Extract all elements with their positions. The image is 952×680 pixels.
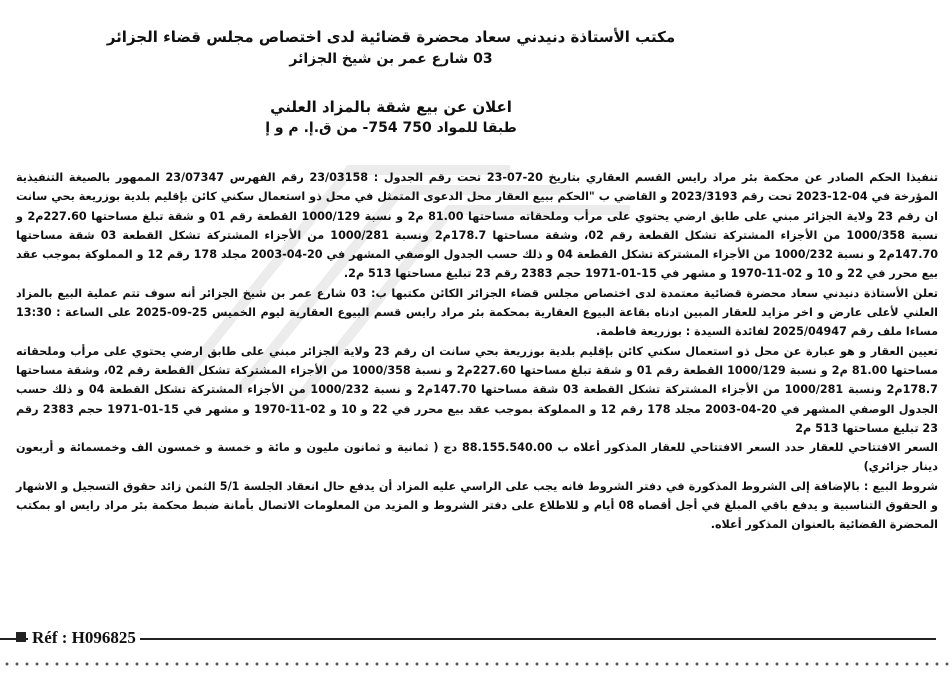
office-name: مكتب الأستاذة دنيدني سعاد محضرة قضائية لدى اختصاص مجلس قضاء الجزائر xyxy=(106,28,676,46)
paragraph-auction-notice: تعلن الأستاذة دنيدني سعاد محضرة قضائية معتمدة لدى اختصاص مجلس قضاء الجزائر الكائن مكتبها ب: 03 شارع عمر بن شيخ الجزائر أنه سوف تتم عملية البيع بالمزاد العلني لأعلى عارض و اخر مزايد للعقار المبين ادناه بقاعة البيوع العقارية بمحكمة بئر مراد رايس قسم البيوع العقارية ليوم الخميس 25-09-2025 على الساعة : 13:30 مساءا ملف رقم 2025/04947 لفائدة السيدة : بوزريعة فاطمة. xyxy=(16,286,938,339)
reference-row xyxy=(0,628,952,648)
paragraph-judgment: تنفيذا الحكم الصادر عن محكمة بئر مراد رايس القسم العقاري بتاريخ 20-07-23 تحت رقم الجدول : 23/03158 رقم الفهرس 23/07347 الممهور بالصيغة التنفيذية المؤرخة في 04-12-2023 تحت رقم 2023/3193 و القاضي ب "الحكم ببيع العقار محل الدعوى المتمثل في محل ذو استعمال سكني كائن بإقليم بلدية بوزريعة بحي سانت ان رقم 23 ولاية الجزائر مبني على طابق ارضي يحتوي على مرأب وملحقاته مساحتها 81.00 م2 و نسبة 1000/129 القطعة رقم 01 و شقة تبلغ مساحتها 227.60م2 و نسبة 1000/358 من الأجزاء المشتركة تشكل القطعة رقم 02، وشقة مساحتها 178.7م2 ونسبة 1000/281 من الأجزاء المشتركة تشكل القطعة 03 شقة مساحتها 147.70م2 و نسبة 1000/232 من الأجزاء المشتركة تشكل القطعة 04 و ذلك حسب الجدول الوصفي المشهر في 20-04-2003 مجلد 178 رقم 12 و المملوكة بموجب عقد بيع محرر في 22 و 10 و 02-11-1970 و مشهر في 15-01-1971 حجم 2383 رقم 23 تبليغ مساحتها 513 م2. xyxy=(16,171,939,281)
office-address: 03 شارع عمر بن شيخ الجزائر xyxy=(289,51,493,67)
divider-end-mark xyxy=(16,632,26,642)
dotted-border xyxy=(0,658,952,670)
office-header xyxy=(40,26,742,70)
announcement-body xyxy=(16,168,938,535)
title-legal-basis: طبقا للمواد 750 754- من ق.إ. م و إ xyxy=(265,120,517,136)
reference-divider xyxy=(0,638,936,640)
announcement-title xyxy=(40,96,742,138)
paragraph-property-designation: تعيين العقار و هو عبارة عن محل ذو استعمال سكني كائن بإقليم بلدية بوزريعة بحي سانت ان رقم 23 ولاية الجزائر مبني على طابق ارضي يحتوي على مرأب وملحقاته مساحتها 81.00 م2 و نسبة 1000/129 القطعة رقم 01 و شقة تبلغ مساحتها 227.60م2 و نسبة 1000/358 من الأجزاء المشتركة تشكل القطعة رقم 02، وشقة مساحتها 178.7م2 ونسبة 1000/281 من الأجزاء المشتركة تشكل القطعة 03 شقة مساحتها 147.70م2 و نسبة 1000/232 من الأجزاء المشتركة تشكل القطعة 04 و ذلك حسب الجدول الوصفي المشهر في 20-04-2003 مجلد 178 رقم 12 و المملوكة بموجب عقد بيع محرر في 22 و 10 و 02-11-1970 و مشهر في 15-01-1971 حجم 2383 رقم 23 تبليغ مساحتها 513 م2 xyxy=(16,344,939,435)
paragraph-sale-conditions: شروط البيع : بالإضافة إلى الشروط المذكورة في دفتر الشروط فانه يجب على الراسي عليه المزاد أن يدفع حال انعقاد الجلسة 5/1 الثمن زائد حقوق التسجيل و الاشهار و الحقوق التناسبية و يدفع باقي المبلغ في أجل أقصاه 08 أيام و للاطلاع على دفتر الشروط و المزيد من المعلومات الاتصال بأمانة ضبط محكمة بئر مراد رايس او بمكتب المحضرة القضائية بالعنوان المذكور أعلاه. xyxy=(16,479,938,532)
paragraph-opening-price: السعر الافتتاحي للعقار حدد السعر الافتتاحي للعقار المذكور أعلاه ب 88.155.540.00 دج ( ثمانية و ثمانون مليون و مائة و خمسة و خمسون الف وخمسمائة و أربعون دينار جزائري) xyxy=(16,441,939,474)
reference-number: Réf : H096825 xyxy=(28,628,140,648)
title-main: اعلان عن بيع شقة بالمزاد العلني xyxy=(270,98,512,116)
